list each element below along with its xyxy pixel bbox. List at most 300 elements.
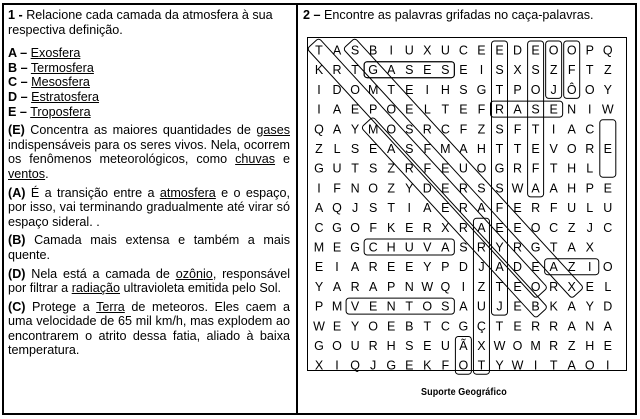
grid-letter: S	[350, 43, 360, 58]
grid-letter: Q	[350, 358, 360, 373]
question-2-text: Encontre as palavras grifadas no caça-palavras.	[324, 8, 594, 22]
grid-letter: E	[513, 201, 522, 216]
grid-letter: E	[585, 279, 594, 294]
grid-letter: Z	[477, 122, 486, 137]
grid-letter: R	[458, 220, 468, 235]
grid-letter: O	[422, 299, 433, 314]
grid-letter: A	[332, 43, 342, 58]
grid-letter: F	[441, 358, 450, 373]
question-1-text: Relacione cada camada da atmosfera à sua respectiva definição.	[8, 8, 273, 37]
grid-letter: X	[441, 220, 450, 235]
grid-letter: S	[405, 339, 414, 353]
grid-letter: I	[389, 43, 393, 58]
grid-letter: M	[313, 240, 325, 255]
grid-letter: R	[422, 220, 432, 235]
grid-letter: O	[530, 279, 541, 294]
grid-letter: U	[350, 339, 360, 353]
grid-letter: E	[441, 161, 450, 176]
grid-letter: H	[567, 181, 577, 196]
grid-letter: R	[513, 240, 523, 255]
grid-letter: A	[567, 319, 576, 334]
option-letter: A –	[8, 46, 28, 61]
grid-letter: A	[459, 299, 468, 314]
grid-letter: S	[368, 201, 378, 216]
grid-letter: Y	[423, 260, 432, 275]
grid-letter: N	[386, 299, 396, 314]
grid-letter: X	[423, 43, 432, 58]
grid-letter: R	[585, 142, 595, 156]
grid-letter: N	[585, 319, 595, 334]
grid-letter: T	[351, 161, 359, 176]
grid-letter: I	[335, 358, 339, 373]
grid-letter: A	[549, 260, 558, 275]
underlined-keyword: Terra	[96, 299, 125, 314]
grid-letter: U	[440, 339, 450, 353]
definition-label: (C)	[8, 299, 26, 314]
grid-letter: X	[314, 358, 324, 373]
grid-letter: E	[477, 43, 486, 58]
grid-letter: P	[585, 181, 594, 196]
grid-letter: I	[317, 102, 321, 117]
grid-letter: G	[368, 63, 379, 78]
grid-letter: E	[314, 260, 324, 275]
grid-letter: J	[351, 201, 359, 216]
question-1-number: 1 -	[8, 8, 23, 22]
grid-letter: O	[530, 82, 541, 97]
grid-letter: K	[387, 220, 396, 235]
grid-letter: Ã	[459, 339, 468, 353]
grid-letter: G	[476, 82, 487, 97]
grid-letter: O	[458, 358, 469, 373]
grid-letter: T	[477, 358, 486, 373]
grid-letter: T	[495, 82, 504, 97]
grid-letter: I	[551, 122, 556, 137]
grid-letter: T	[423, 319, 432, 334]
grid-letter: O	[368, 319, 379, 334]
grid-letter: R	[494, 102, 505, 117]
option-term: Termosfera	[30, 60, 94, 75]
underlined-keyword: gases	[256, 123, 290, 138]
grid-letter: F	[369, 220, 377, 235]
grid-letter: F	[531, 161, 540, 176]
grid-letter: O	[350, 82, 360, 97]
grid-letter: A	[332, 279, 342, 294]
grid-letter: R	[332, 63, 342, 78]
grid-letter: F	[459, 122, 468, 137]
grid-letter: L	[586, 161, 594, 176]
grid-letter: S	[531, 102, 540, 117]
grid-letter: G	[386, 358, 397, 373]
grid-letter: P	[387, 279, 396, 294]
grid-letter: F	[549, 201, 558, 216]
grid-letter: E	[368, 299, 378, 314]
grid-letter: Ô	[566, 82, 577, 97]
grid-letter: Q	[314, 122, 324, 137]
caption: Suporte Geográfico	[421, 386, 507, 398]
grid-letter: Q	[440, 279, 451, 294]
grid-letter: P	[368, 102, 378, 117]
grid-letter: Ç	[476, 319, 486, 334]
grid-letter: R	[476, 240, 486, 255]
grid-letter: Y	[585, 299, 594, 314]
grid-letter: O	[584, 358, 595, 373]
definition-paragraph: (E) Concentra as maiores quantidades de gases indispensáveis para os seres vivos. Nela, ocorrem os fenômenos meteorológicos, como chuvas e ventos.	[8, 123, 290, 181]
grid-letter: Q	[332, 201, 342, 216]
grid-letter: A	[477, 201, 486, 216]
grid-letter: U	[603, 201, 613, 216]
question-2-number: 2 –	[303, 8, 321, 22]
option-term: Troposfera	[30, 104, 91, 119]
grid-letter: L	[423, 102, 431, 117]
grid-letter: K	[549, 299, 558, 314]
grid-letter: W	[601, 102, 614, 117]
grid-letter: P	[513, 82, 522, 97]
grid-letter: O	[386, 102, 397, 117]
grid-letter: X	[477, 339, 486, 353]
grid-letter: U	[476, 299, 486, 314]
grid-letter: G	[458, 319, 469, 334]
grid-letter: R	[513, 161, 523, 176]
grid-letter: T	[387, 201, 396, 216]
grid-letter: B	[531, 299, 540, 314]
grid-letter: D	[422, 181, 432, 196]
grid-letter: A	[368, 279, 378, 294]
grid-letter: T	[495, 142, 504, 156]
grid-letter: V	[350, 299, 360, 314]
grid-letter: N	[567, 102, 577, 117]
grid-letter: L	[586, 201, 594, 216]
grid-letter: E	[441, 201, 450, 216]
grid-letter: E	[405, 358, 414, 373]
grid-letter: Z	[387, 181, 396, 196]
grid-letter: S	[441, 63, 450, 78]
grid-letter: U	[458, 161, 468, 176]
grid-letter: G	[494, 161, 505, 176]
grid-letter: E	[332, 240, 342, 255]
definition-paragraph: (A) É a transição entre a atmosfera e o espaço, por isso, vai terminando gradualmente até virar só espaço sideral. .	[8, 185, 290, 229]
grid-letter: U	[567, 201, 577, 216]
grid-letter: D	[513, 43, 523, 58]
grid-letter: Z	[567, 339, 576, 353]
grid-letter: C	[440, 319, 450, 334]
grid-letter: D	[513, 260, 523, 275]
grid-letter: Z	[387, 161, 396, 176]
grid-letter: I	[335, 260, 339, 275]
grid-letter: U	[404, 43, 414, 58]
grid-letter: M	[530, 339, 541, 353]
grid-letter: X	[585, 240, 594, 255]
grid-letter: T	[405, 299, 414, 314]
grid-letter: Y	[405, 181, 414, 196]
grid-letter: J	[370, 358, 377, 373]
grid-letter: P	[314, 299, 324, 314]
grid-letter: A	[531, 181, 540, 196]
grid-letter: U	[404, 240, 414, 255]
grid-letter: S	[459, 240, 468, 255]
grid-letter: R	[422, 122, 432, 137]
grid-letter: J	[550, 82, 557, 97]
grid-letter: W	[493, 339, 506, 353]
grid-letter: F	[513, 122, 522, 137]
grid-letter: H	[386, 240, 396, 255]
grid-letter: J	[586, 220, 593, 235]
grid-letter: O	[476, 161, 487, 176]
grid-letter: E	[603, 142, 612, 156]
grid-letter: I	[461, 279, 466, 294]
grid-letter: I	[407, 201, 411, 216]
grid-letter: I	[533, 358, 538, 373]
grid-letter: C	[603, 220, 613, 235]
grid-letter: S	[495, 63, 504, 78]
grid-letter: H	[585, 339, 595, 353]
grid-letter: A	[387, 63, 396, 78]
grid-letter: U	[332, 161, 342, 176]
definition-paragraph: (B) Camada mais extensa e também a mais quente.	[8, 233, 290, 262]
grid-letter: O	[566, 43, 577, 58]
grid-letter: E	[603, 339, 612, 353]
grid-letter: A	[495, 260, 504, 275]
grid-letter: E	[513, 220, 522, 235]
grid-letter: H	[440, 82, 450, 97]
grid-letter: W	[421, 279, 434, 294]
grid-letter: F	[477, 102, 486, 117]
grid-letter: Q	[602, 43, 613, 58]
option-letter: D –	[8, 89, 28, 104]
definition-label: (B)	[8, 233, 26, 248]
grid-letter: A	[567, 240, 576, 255]
grid-letter: E	[495, 220, 504, 235]
grid-letter: O	[332, 339, 342, 353]
grid-letter: S	[368, 161, 378, 176]
grid-letter: I	[317, 181, 321, 196]
grid-letter: A	[459, 142, 468, 156]
grid-letter: E	[531, 142, 540, 156]
grid-letter: I	[588, 260, 592, 275]
definition-label: (D)	[8, 266, 26, 281]
grid-letter: G	[314, 339, 324, 353]
option-letter: E –	[8, 104, 27, 119]
underlined-keyword: atmosfera	[159, 185, 216, 200]
grid-letter: T	[495, 319, 504, 334]
grid-letter: O	[350, 220, 360, 235]
grid-letter: B	[368, 43, 378, 58]
grid-letter: I	[479, 63, 484, 78]
grid-letter: A	[513, 102, 522, 117]
grid-letter: F	[333, 181, 341, 196]
grid-letter: A	[387, 142, 396, 156]
grid-letter: G	[350, 240, 360, 255]
grid-letter: O	[566, 142, 577, 156]
underlined-keyword: chuvas	[235, 152, 276, 167]
option-term: Estratosfera	[31, 89, 100, 104]
grid-letter: E	[531, 260, 540, 275]
grid-letter: G	[530, 240, 541, 255]
underlined-keyword: radiação	[71, 281, 121, 296]
grid-letter: L	[333, 142, 341, 156]
definition-paragraph: (C) Protege a Terra de meteoros. Eles caem a uma velocidade de 65 mil km/h, mas explodem ao encontrarem o atrito dessa fatia, aliado à baixa temperatura.	[8, 299, 290, 358]
grid-letter: A	[567, 358, 576, 373]
grid-letter: E	[513, 279, 522, 294]
grid-letter: F	[495, 201, 504, 216]
grid-letter: P	[441, 260, 450, 275]
grid-letter: R	[368, 339, 378, 353]
grid-letter: E	[513, 299, 522, 314]
grid-letter: V	[423, 240, 432, 255]
grid-letter: Z	[315, 142, 323, 156]
grid-letter: T	[549, 240, 558, 255]
grid-letter: E	[405, 220, 414, 235]
grid-letter: Y	[350, 319, 360, 334]
grid-letter: E	[441, 181, 450, 196]
grid-letter: R	[531, 201, 541, 216]
option-letter: C –	[8, 75, 28, 90]
grid-letter: O	[368, 181, 379, 196]
grid-letter: S	[495, 122, 504, 137]
grid-letter: N	[404, 279, 414, 294]
grid-letter: E	[531, 43, 540, 58]
grid-letter: R	[368, 260, 378, 275]
grid-letter: T	[549, 161, 558, 176]
grid-letter: Y	[495, 358, 504, 373]
grid-letter: O	[548, 43, 559, 58]
grid-letter: V	[549, 142, 558, 156]
grid-letter: X	[513, 63, 522, 78]
grid-letter: S	[405, 142, 414, 156]
grid-letter: F	[567, 63, 576, 78]
grid-letter: A	[314, 201, 324, 216]
grid-letter: C	[549, 220, 559, 235]
grid-letter: M	[367, 122, 379, 137]
grid-letter: W	[511, 358, 524, 373]
grid-letter: S	[405, 63, 414, 78]
grid-letter: H	[386, 339, 396, 353]
grid-letter: B	[405, 319, 414, 334]
grid-letter: C	[585, 122, 595, 137]
grid-letter: E	[405, 82, 414, 97]
grid-letter: O	[530, 220, 541, 235]
grid-letter: S	[459, 82, 468, 97]
grid-letter: S	[495, 181, 504, 196]
grid-letter: I	[606, 358, 610, 373]
grid-letter: R	[350, 279, 360, 294]
definition-label: (A)	[8, 185, 26, 200]
grid-letter: E	[350, 102, 360, 117]
found-word-outline	[346, 298, 454, 314]
grid-letter: W	[511, 181, 524, 196]
grid-letter: D	[458, 260, 468, 275]
grid-letter: A	[567, 122, 576, 137]
grid-letter: E	[495, 43, 504, 58]
grid-letter: Z	[567, 220, 576, 235]
grid-letter: Y	[603, 82, 612, 97]
grid-letter: E	[405, 260, 414, 275]
grid-letter: T	[351, 63, 359, 78]
grid-letter: S	[477, 181, 486, 196]
grid-letter: U	[440, 43, 450, 58]
grid-letter: J	[478, 260, 485, 275]
grid-letter: A	[332, 102, 342, 117]
option-term: Mesosfera	[31, 75, 90, 90]
grid-letter: T	[387, 82, 396, 97]
grid-letter: E	[423, 63, 432, 78]
grid-letter: R	[549, 339, 559, 353]
grid-letter: T	[531, 122, 540, 137]
grid-letter: O	[584, 82, 595, 97]
grid-letter: X	[567, 279, 576, 294]
grid-letter: T	[441, 102, 450, 117]
grid-letter: C	[458, 43, 468, 58]
grid-letter: G	[314, 161, 324, 176]
grid-letter: A	[350, 260, 360, 275]
grid-letter: S	[531, 63, 540, 78]
grid-letter: L	[604, 279, 612, 294]
grid-letter: P	[585, 43, 594, 58]
grid-letter: E	[459, 102, 468, 117]
grid-letter: E	[423, 339, 432, 353]
grid-letter: A	[549, 181, 558, 196]
grid-letter: Y	[350, 122, 360, 137]
grid-letter: D	[332, 82, 342, 97]
grid-letter: E	[549, 102, 558, 117]
grid-letter: I	[317, 82, 321, 97]
grid-letter: M	[367, 82, 379, 97]
grid-letter: R	[549, 279, 559, 294]
grid-letter: A	[477, 220, 486, 235]
grid-letter: S	[441, 299, 450, 314]
grid-letter: F	[423, 142, 432, 156]
grid-letter: O	[386, 122, 397, 137]
grid-letter: M	[440, 142, 451, 156]
grid-letter: A	[332, 122, 342, 137]
grid-letter: A	[567, 299, 576, 314]
definition-label: (E)	[8, 123, 25, 138]
grid-letter: E	[387, 260, 396, 275]
grid-letter: C	[368, 240, 378, 255]
grid-letter: T	[585, 63, 594, 78]
grid-letter: F	[423, 161, 432, 176]
grid-letter: R	[549, 319, 559, 334]
grid-letter: O	[602, 260, 613, 275]
grid-letter: Z	[477, 279, 486, 294]
grid-letter: C	[314, 220, 324, 235]
grid-letter: H	[476, 142, 486, 156]
grid-letter: Y	[495, 240, 504, 255]
grid-letter: A	[603, 319, 612, 334]
grid-letter: Z	[603, 63, 612, 78]
grid-letter: J	[496, 299, 503, 314]
grid-letter: E	[387, 319, 396, 334]
grid-letter: Z	[549, 63, 558, 78]
grid-letter: A	[441, 240, 450, 255]
grid-letter: N	[350, 181, 360, 196]
grid-letter: W	[313, 319, 325, 334]
grid-letter: R	[458, 201, 468, 216]
grid-letter: K	[314, 63, 324, 78]
grid-letter: R	[531, 319, 541, 334]
grid-letter: G	[332, 220, 342, 235]
grid-letter: Z	[567, 260, 576, 275]
grid-letter: T	[549, 358, 558, 373]
grid-letter: E	[603, 181, 612, 196]
grid-letter: S	[350, 142, 360, 156]
grid-letter: E	[368, 142, 378, 156]
definition-paragraph: (D) Nela está a camada de ozônio, responsável por filtrar a radiação ultravioleta emitida pelo Sol.	[8, 266, 290, 296]
grid-letter: T	[495, 279, 504, 294]
grid-letter: S	[405, 122, 414, 137]
option-term: Exosfera	[30, 46, 81, 61]
grid-letter: E	[332, 319, 342, 334]
grid-letter: I	[588, 102, 592, 117]
